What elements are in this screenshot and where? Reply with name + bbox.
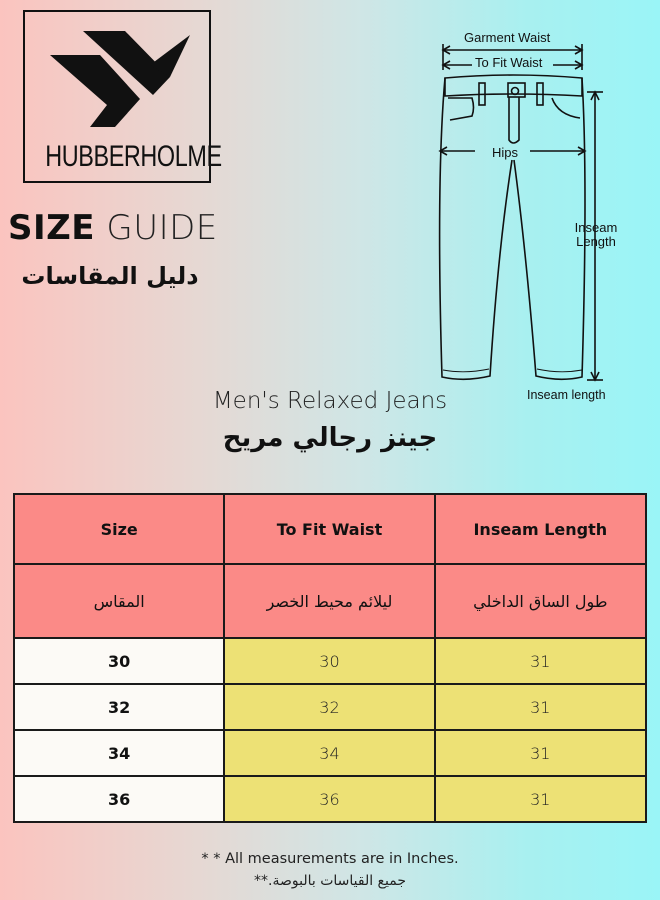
- header-to-fit-waist-arabic: ليلائم محيط الخصر: [224, 564, 434, 638]
- footnote: * * All measurements are in Inches.: [201, 851, 459, 867]
- header-size-arabic: المقاس: [14, 564, 224, 638]
- title-light: GUIDE: [106, 208, 218, 248]
- inseam-cell: 31: [435, 684, 646, 730]
- table-row: [14, 638, 646, 684]
- header-inseam-length: Inseam Length: [435, 494, 646, 564]
- table-row: [14, 776, 646, 822]
- waist-cell: 32: [224, 684, 434, 730]
- waist-cell: 36: [224, 776, 434, 822]
- to-fit-waist-label: To Fit Waist: [475, 55, 543, 70]
- header-to-fit-waist: To Fit Waist: [224, 494, 434, 564]
- waist-cell: 30: [224, 638, 434, 684]
- table-row: [14, 684, 646, 730]
- brand-name: HUBBERHOLME: [45, 140, 222, 173]
- header-size: Size: [14, 494, 224, 564]
- size-table: [13, 493, 647, 823]
- header-inseam-length-arabic: طول الساق الداخلي: [435, 564, 646, 638]
- page-title: [8, 208, 218, 248]
- title-bold: SIZE: [8, 208, 96, 248]
- garment-waist-label: Garment Waist: [464, 30, 551, 45]
- product-title: Men's Relaxed Jeans: [212, 388, 448, 414]
- inseam-cell: 31: [435, 776, 646, 822]
- size-cell: 32: [14, 684, 224, 730]
- size-cell: 34: [14, 730, 224, 776]
- size-cell: 30: [14, 638, 224, 684]
- inseam-cell: 31: [435, 638, 646, 684]
- page-title-arabic: دليل المقاسات: [21, 262, 199, 290]
- brand-logo: [23, 10, 222, 183]
- bird-chevron-logo-icon: [45, 27, 195, 137]
- product-title-arabic: جينز رجالي مريح: [222, 423, 438, 453]
- table-row: [14, 730, 646, 776]
- jeans-diagram: [420, 20, 650, 410]
- jeans-outline-icon: [420, 20, 650, 410]
- footnote-arabic: جميع القياسات بالبوصة.**: [254, 873, 406, 889]
- table-header-row-arabic: [14, 564, 646, 638]
- waist-cell: 34: [224, 730, 434, 776]
- table-header-row: [14, 494, 646, 564]
- hips-label: Hips: [492, 145, 519, 160]
- inseam-length-label: Inseam Length: [574, 220, 618, 249]
- inseam-cell: 31: [435, 730, 646, 776]
- size-cell: 36: [14, 776, 224, 822]
- inseam-length-bottom-label: Inseam length: [527, 388, 606, 402]
